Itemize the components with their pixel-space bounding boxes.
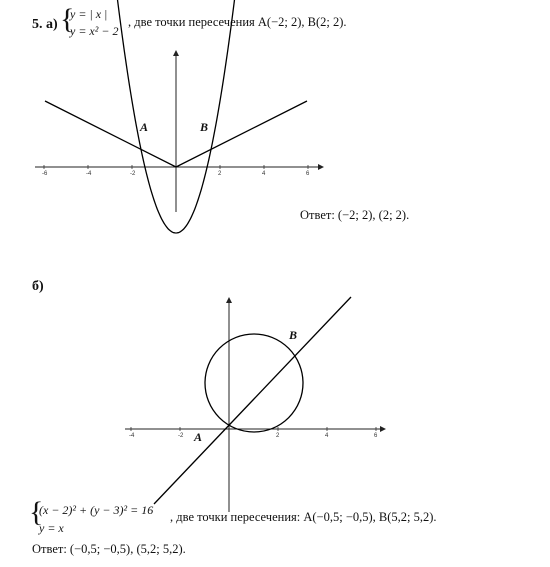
- x-tick-label: -2: [130, 171, 136, 177]
- x-tick-label: 4: [325, 433, 329, 439]
- line-graph: [154, 297, 351, 504]
- x-tick-label: 4: [262, 171, 266, 177]
- answer-a: Ответ: (−2; 2), (2; 2).: [300, 208, 410, 222]
- answer-b: Ответ: (−0,5; −0,5), (5,2; 5,2).: [32, 542, 186, 556]
- point-b-label-a: B: [200, 120, 209, 134]
- system-brace-b: {: [29, 496, 44, 529]
- system-b-line2: y = x: [39, 521, 64, 535]
- x-tick-label: -6: [42, 171, 48, 177]
- system-a-line2: y = x² − 2: [70, 24, 119, 38]
- circle-graph: [205, 334, 303, 432]
- point-a-label-b: A: [194, 430, 203, 444]
- x-tick-label: -2: [178, 433, 184, 439]
- x-tick-label: 2: [218, 171, 222, 177]
- x-tick-label: 2: [276, 433, 280, 439]
- system-brace-a: {: [60, 3, 75, 36]
- point-b-label-b: B: [289, 328, 298, 342]
- part-b-label: б): [32, 279, 44, 294]
- x-tick-label: 6: [306, 171, 310, 177]
- y-axis-arrow-b: [226, 297, 232, 303]
- point-a-label-a: A: [140, 120, 149, 134]
- x-tick-label: -4: [129, 433, 135, 439]
- x-tick-label: 6: [374, 433, 378, 439]
- x-tick-label: -4: [86, 171, 92, 177]
- problem-number: 5. а): [32, 17, 58, 32]
- description-b: , две точки пересечения: A(−0,5; −0,5), B(5,2; 5,2).: [170, 510, 437, 524]
- x-axis-arrow-b: [380, 426, 386, 432]
- system-a-line1: y = | x |: [70, 7, 108, 21]
- description-a: , две точки пересечения A(−2; 2), B(2; 2).: [128, 15, 347, 29]
- system-b-line1: (x − 2)² + (y − 3)² = 16: [39, 503, 154, 517]
